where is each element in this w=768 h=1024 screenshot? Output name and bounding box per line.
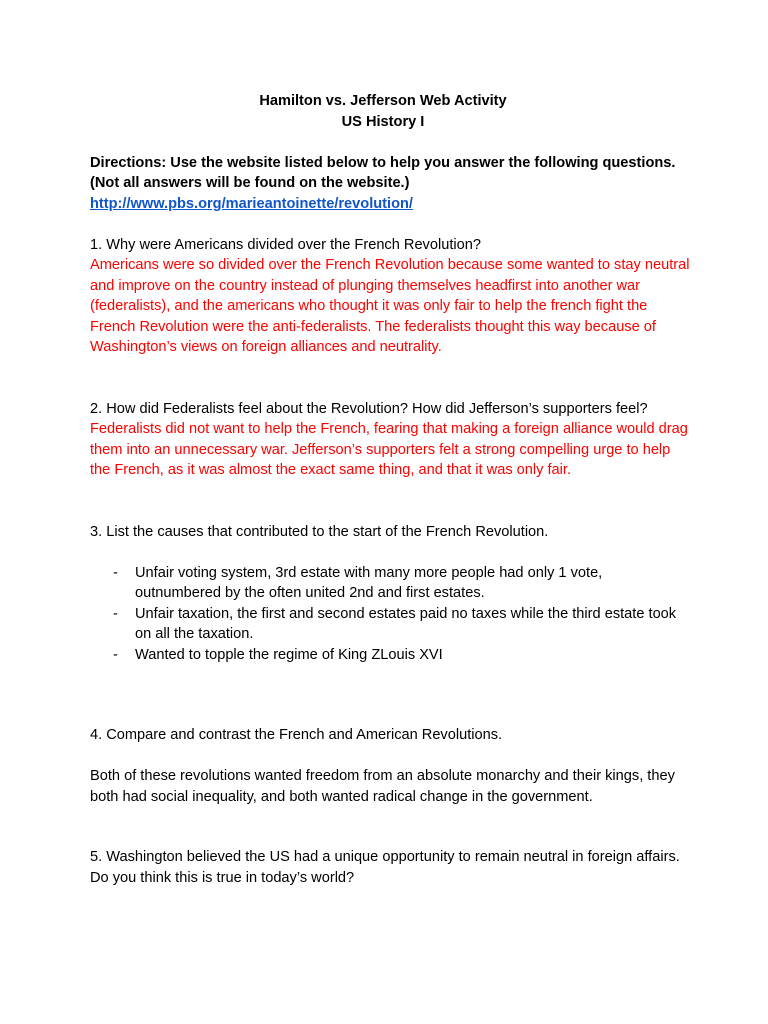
question-3: 3. List the causes that contributed to the start of the French Revolution.	[90, 523, 549, 540]
directions-text: Directions: Use the website listed below to help you answer the following questions. (Not all answers will be found on the website.)	[90, 154, 676, 191]
question-2: 2. How did Federalists feel about the Revolution? How did Jefferson’s supporters feel?	[90, 400, 648, 417]
answer-1: Americans were so divided over the French Revolution because some wanted to stay neutral and improve on the country instead of plunging themselves headfirst into another war (federalists), and the americans who thought it was only fair to help the french fight the French Revolution were the anti-federalists. The federalists thought this way because of Washington’s views on foreign alliances and neutrality.	[90, 257, 690, 355]
list-item: - Wanted to topple the regime of King ZLouis XVI	[113, 646, 443, 663]
causes-list	[90, 563, 690, 666]
question-5: 5. Washington believed the US had a unique opportunity to remain neutral in foreign affairs. Do you think this is true in today’s world?	[90, 849, 680, 886]
question-1: 1. Why were Americans divided over the French Revolution?	[90, 236, 481, 253]
list-item: - Unfair taxation, the first and second estates paid no taxes while the third estate took on all the taxation.	[113, 605, 677, 642]
website-link[interactable]: http://www.pbs.org/marieantoinette/revolution/	[90, 195, 413, 212]
question-4: 4. Compare and contrast the French and American Revolutions.	[90, 727, 503, 743]
document-body	[90, 91, 690, 888]
document-title: Hamilton vs. Jefferson Web Activity	[259, 93, 507, 109]
answer-2: Federalists did not want to help the French, fearing that making a foreign alliance would drag them into an unnecessary war. Jefferson’s supporters felt a strong compelling urge to help the French, as it was almost the exact same thing, and that it was only fair.	[90, 421, 688, 478]
answer-4: Both of these revolutions wanted freedom from an absolute monarchy and their kings, they both had social inequality, and both wanted radical change in the government.	[90, 768, 675, 805]
list-item: - Unfair voting system, 3rd estate with many more people had only 1 vote, outnumbered by the often united 2nd and first estates.	[113, 564, 603, 601]
document-subtitle: US History I	[341, 113, 425, 130]
